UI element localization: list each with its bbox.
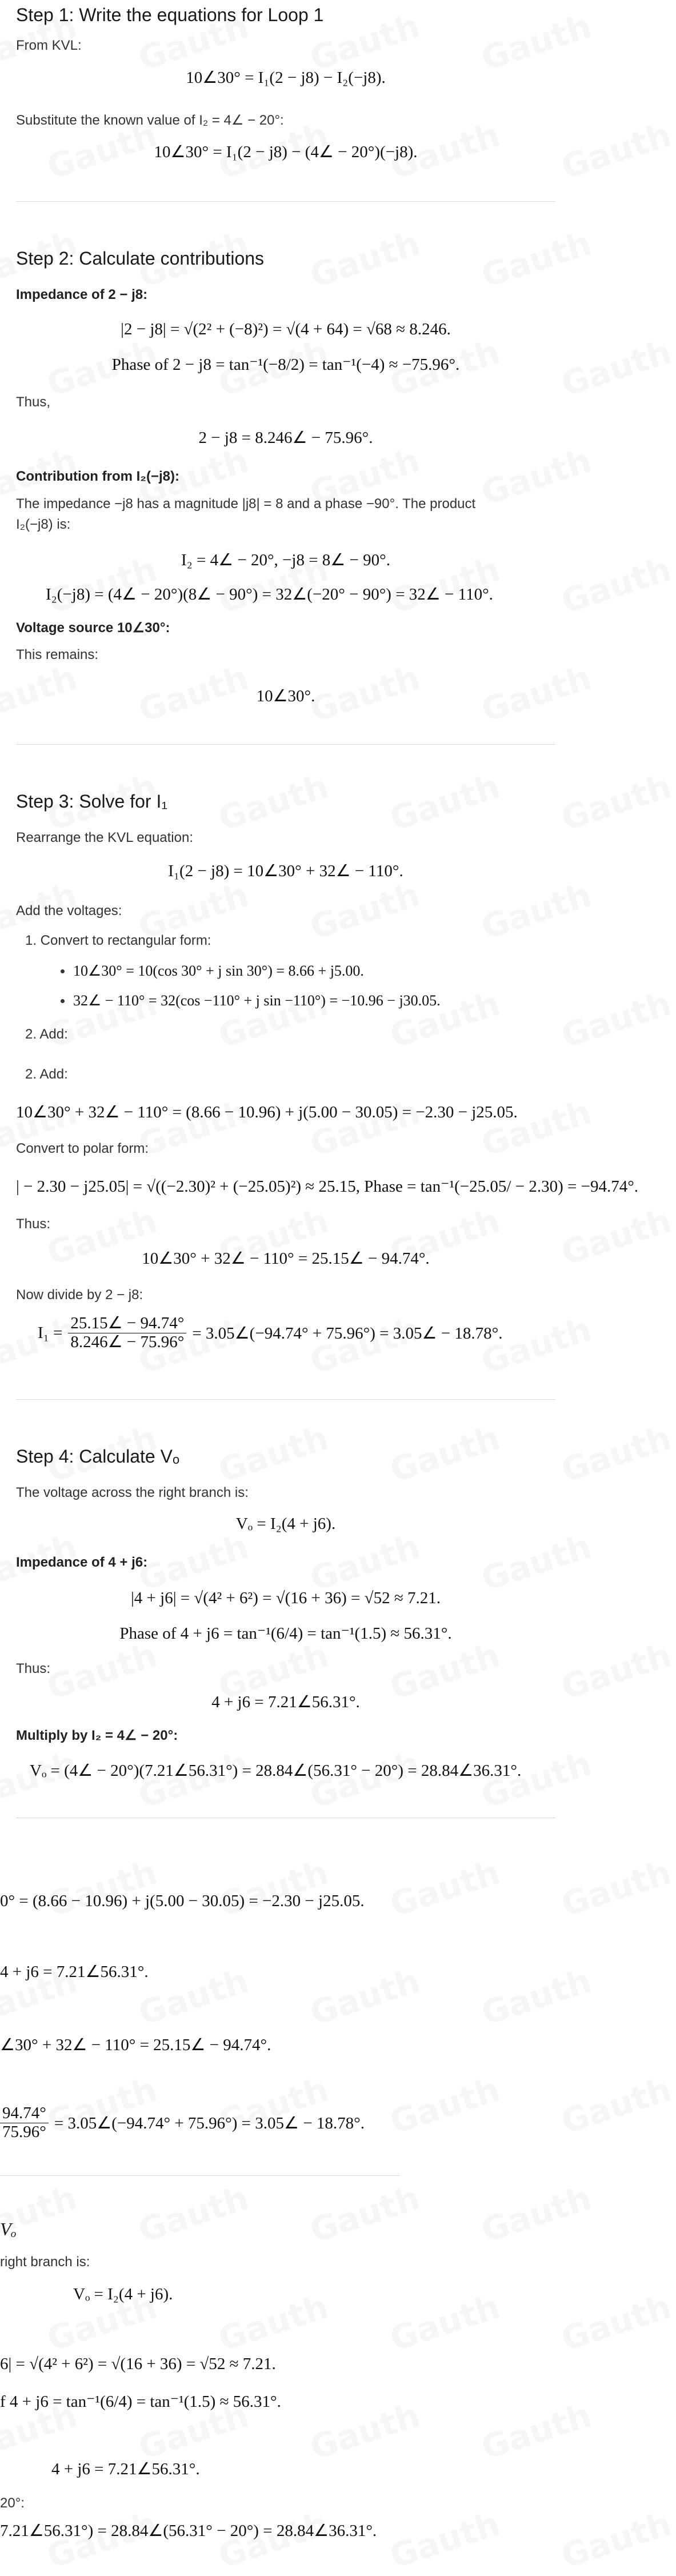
step3-item-1: 1. Convert to rectangular form: bbox=[25, 933, 211, 948]
tail-vo-heading: Vₒ bbox=[0, 2219, 17, 2239]
watermark-text bbox=[557, 1635, 675, 1707]
watermark-text bbox=[557, 549, 675, 621]
step3-i1-equation bbox=[38, 1315, 502, 1352]
step4-heading: Step 4: Calculate Vₒ bbox=[16, 1446, 180, 1467]
divider bbox=[16, 201, 555, 202]
watermark-text bbox=[305, 1527, 424, 1599]
watermark-text bbox=[557, 332, 675, 404]
watermark-text bbox=[385, 2287, 504, 2359]
tail-vo-equation: Vₒ = I₂(4 + j6). bbox=[73, 2285, 173, 2303]
watermark-text bbox=[214, 1418, 333, 1490]
step2-contribution-text-cont: I₂(−j8) is: bbox=[16, 517, 71, 532]
step4-multiply-label: Multiply by I₂ = 4∠ − 20°: bbox=[16, 1728, 178, 1743]
step3-heading: Step 3: Solve for I₁ bbox=[16, 791, 168, 812]
divider bbox=[16, 1399, 555, 1400]
step3-bullet-2: 32∠ − 110° = 32(cos −110° + j sin −110°) = −10.96 − j30.05. bbox=[73, 992, 441, 1009]
watermark-text bbox=[477, 875, 595, 947]
tail-polar-equation-2: 4 + j6 = 7.21∠56.31°. bbox=[51, 2460, 200, 2478]
watermark-text bbox=[305, 875, 424, 947]
watermark-text bbox=[134, 2178, 253, 2250]
step2-magnitude-equation: |2 − j8| = √(2² + (−8)²) = √(4 + 64) = √68 ≈ 8.246. bbox=[121, 320, 451, 338]
watermark-text bbox=[477, 1527, 595, 1599]
watermark-text bbox=[477, 2178, 595, 2250]
watermark-text bbox=[477, 1961, 595, 2033]
tail-i1-fraction bbox=[0, 2104, 49, 2142]
watermark-text bbox=[557, 1852, 675, 1924]
watermark-text bbox=[214, 766, 333, 838]
tail-final-equation: 7.21∠56.31°) = 28.84∠(56.31° − 20°) = 28.84∠36.31°. bbox=[0, 2522, 377, 2540]
watermark-text bbox=[385, 2504, 504, 2576]
step3-bullet-1: 10∠30° = 10(cos 30° + j sin 30°) = 8.66 + j5.00. bbox=[73, 962, 364, 979]
step2-thus: Thus, bbox=[16, 394, 51, 410]
tail-result-equation: ∠30° + 32∠ − 110° = 25.15∠ − 94.74°. bbox=[0, 2036, 271, 2054]
step2-product-equation: I₂(−j8) = (4∠ − 20°)(8∠ − 90°) = 32∠(−20° − 90°) = 32∠ − 110°. bbox=[46, 585, 493, 604]
step1-heading: Step 1: Write the equations for Loop 1 bbox=[16, 5, 324, 25]
step4-thus: Thus: bbox=[16, 1661, 51, 1676]
tail-i1-numerator: 94.74° bbox=[0, 2104, 49, 2123]
watermark-text bbox=[477, 223, 595, 295]
step3-add-voltages: Add the voltages: bbox=[16, 903, 122, 918]
step3-divide-text: Now divide by 2 − j8: bbox=[16, 1287, 143, 1303]
i1-numerator: 25.15∠ − 94.74° bbox=[68, 1315, 186, 1333]
step4-vo-equation: Vₒ = I₂(4 + j6). bbox=[235, 1515, 336, 1533]
step2-i2-equation: I₂ = 4∠ − 20°, −j8 = 8∠ − 90°. bbox=[181, 551, 391, 569]
watermark-text bbox=[305, 2178, 424, 2250]
watermark-text bbox=[557, 115, 675, 187]
watermark-text bbox=[477, 441, 595, 513]
step2-impedance-label: Impedance of 2 − j8: bbox=[16, 287, 148, 302]
i1-lhs: I₁ = bbox=[38, 1323, 63, 1342]
step2-polar-equation: 2 − j8 = 8.246∠ − 75.96°. bbox=[198, 429, 373, 447]
step4-voltage-across: The voltage across the right branch is: bbox=[16, 1485, 249, 1500]
watermark-text bbox=[557, 984, 675, 1056]
tail-i1-denominator: 75.96° bbox=[2, 2122, 46, 2141]
watermark-text bbox=[557, 1418, 675, 1490]
step2-remains-equation: 10∠30°. bbox=[256, 687, 315, 705]
step1-equation-2: 10∠30° = I₁(2 − j8) − (4∠ − 20°)(−j8). bbox=[154, 143, 418, 161]
step2-voltage-source-label: Voltage source 10∠30°: bbox=[16, 620, 170, 636]
step3-item-2-repeat: 2. Add: bbox=[25, 1067, 68, 1082]
watermark-text bbox=[214, 1852, 333, 1924]
watermark-text bbox=[134, 1961, 253, 2033]
tail-magnitude-equation: 6| = √(4² + 6²) = √(16 + 36) = √52 ≈ 7.21. bbox=[0, 2355, 276, 2373]
watermark-text bbox=[477, 2395, 595, 2467]
watermark-text bbox=[557, 2287, 675, 2359]
step3-thus: Thus: bbox=[16, 1216, 51, 1232]
tail-right-branch: right branch is: bbox=[0, 2254, 90, 2270]
step1-substitute-text: Substitute the known value of I₂ = 4∠ − 20°: bbox=[16, 113, 284, 128]
i1-fraction bbox=[68, 1315, 186, 1352]
step3-item-2: 2. Add: bbox=[25, 1027, 68, 1042]
i1-denominator: 8.246∠ − 75.96° bbox=[70, 1332, 185, 1351]
watermark-text bbox=[385, 1852, 504, 1924]
watermark-text bbox=[385, 2070, 504, 2142]
step2-phase-equation: Phase of 2 − j8 = tan⁻¹(−8/2) = tan⁻¹(−4) ≈ −75.96°. bbox=[111, 356, 460, 374]
tail-sum-equation: 0° = (8.66 − 10.96) + j(5.00 − 30.05) = −2.30 − j25.05. bbox=[0, 1892, 365, 1910]
watermark-text bbox=[305, 2395, 424, 2467]
tail-phase-equation: f 4 + j6 = tan⁻¹(6/4) = tan⁻¹(1.5) ≈ 56.31°. bbox=[0, 2393, 281, 2411]
step1-from-kvl: From KVL: bbox=[16, 38, 82, 53]
divider bbox=[0, 2175, 400, 2176]
step4-polar-equation: 4 + j6 = 7.21∠56.31°. bbox=[211, 1693, 360, 1711]
step3-convert-polar: Convert to polar form: bbox=[16, 1141, 149, 1156]
watermark-text bbox=[557, 766, 675, 838]
watermark-text bbox=[557, 2504, 675, 2576]
watermark-text bbox=[305, 1961, 424, 2033]
divider bbox=[16, 744, 555, 745]
watermark-text bbox=[214, 2287, 333, 2359]
step3-polar-equation: | − 2.30 − j25.05| = √((−2.30)² + (−25.05)²) ≈ 25.15, Phase = tan⁻¹(−25.05/ − 2.30) = −94.74°. bbox=[16, 1177, 639, 1196]
watermark-text bbox=[134, 1527, 253, 1599]
watermark-text bbox=[557, 1201, 675, 1273]
step3-result-equation: 10∠30° + 32∠ − 110° = 25.15∠ − 94.74°. bbox=[142, 1249, 430, 1268]
step2-contribution-text: The impedance −j8 has a magnitude |j8| = 8 and a phase −90°. The product bbox=[16, 496, 476, 512]
tail-i1-equation bbox=[0, 2104, 365, 2142]
tail-i1-rhs: = 3.05∠(−94.74° + 75.96°) = 3.05∠ − 18.78°. bbox=[54, 2114, 365, 2132]
step3-sum-equation: 10∠30° + 32∠ − 110° = (8.66 − 10.96) + j(5.00 − 30.05) = −2.30 − j25.05. bbox=[16, 1103, 518, 1121]
step4-final-equation: Vₒ = (4∠ − 20°)(7.21∠56.31°) = 28.84∠(56.31° − 20°) = 28.84∠36.31°. bbox=[30, 1762, 522, 1780]
step2-contribution-label: Contribution from I₂(−j8): bbox=[16, 469, 179, 484]
watermark-text bbox=[385, 1418, 504, 1490]
step2-remains-text: This remains: bbox=[16, 647, 99, 662]
tail-polar-equation: 4 + j6 = 7.21∠56.31°. bbox=[0, 1963, 149, 1981]
step2-heading: Step 2: Calculate contributions bbox=[16, 248, 265, 269]
step3-rearranged-equation: I₁(2 − j8) = 10∠30° + 32∠ − 110°. bbox=[168, 862, 403, 880]
watermark-text bbox=[385, 766, 504, 838]
watermark-text bbox=[557, 2070, 675, 2142]
step3-rearrange-text: Rearrange the KVL equation: bbox=[16, 830, 193, 845]
i1-rhs: = 3.05∠(−94.74° + 75.96°) = 3.05∠ − 18.78°. bbox=[192, 1324, 503, 1343]
step4-phase-equation: Phase of 4 + j6 = tan⁻¹(6/4) = tan⁻¹(1.5) ≈ 56.31°. bbox=[119, 1624, 452, 1643]
step1-equation-1: 10∠30° = I₁(2 − j8) − I₂(−j8). bbox=[186, 69, 386, 87]
step4-magnitude-equation: |4 + j6| = √(4² + 6²) = √(16 + 36) = √52 ≈ 7.21. bbox=[131, 1589, 441, 1607]
step4-impedance-label: Impedance of 4 + j6: bbox=[16, 1555, 148, 1570]
tail-i2-fragment: 20°: bbox=[0, 2495, 25, 2511]
watermark-text bbox=[42, 1852, 161, 1924]
watermark-text bbox=[305, 223, 424, 295]
